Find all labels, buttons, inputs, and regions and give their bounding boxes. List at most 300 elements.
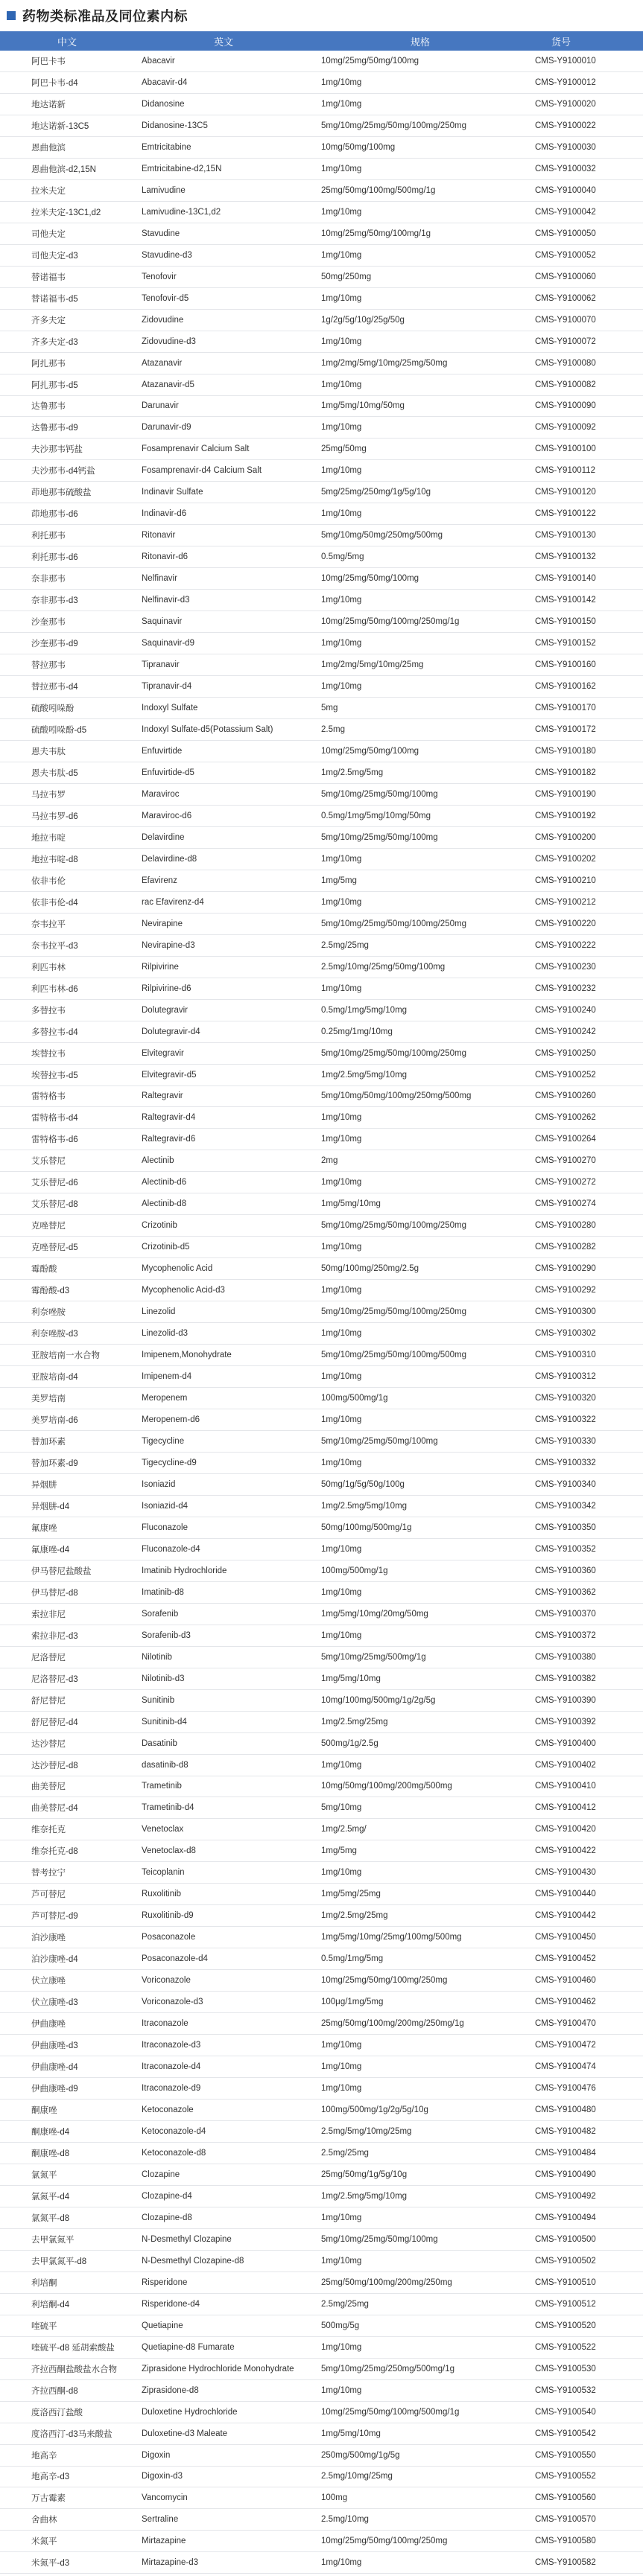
cell-chinese-name: 利奈唑胺-d3 [31,1330,78,1339]
table-row [0,914,643,935]
table-row [0,2423,643,2445]
table-row [0,2402,643,2423]
cell-specification: 1mg/10mg [321,293,362,303]
cell-english-name: Risperidone [142,2277,188,2287]
table-row [0,676,643,698]
cell-chinese-name: 奈非那韦-d3 [31,596,78,606]
cell-chinese-name: 氯氮平 [31,2170,57,2180]
cell-catalog-number: CMS-Y9100030 [535,142,596,152]
cell-english-name: Tigecycline [142,1436,185,1446]
cell-specification: 1mg/10mg [321,983,362,993]
cell-specification: 5mg/10mg/50mg/100mg/250mg/500mg [321,1091,472,1101]
cell-catalog-number: CMS-Y9100182 [535,768,596,777]
cell-english-name: N-Desmethyl Clozapine [142,2234,232,2244]
cell-english-name: Dolutegravir [142,1005,188,1015]
table-row [0,1647,643,1668]
table-row [0,267,643,288]
cell-english-name: rac Efavirenz-d4 [142,897,204,907]
cell-catalog-number: CMS-Y9100550 [535,2450,596,2460]
cell-chinese-name: 氟康唑-d4 [31,1545,70,1555]
cell-english-name: Zidovudine-d3 [142,337,196,346]
cell-specification: 1mg/10mg [321,466,362,476]
cell-catalog-number: CMS-Y9100422 [535,1846,596,1856]
cell-chinese-name: 利培酮-d4 [31,2300,70,2309]
cell-english-name: Venetoclax [142,1825,184,1834]
cell-specification: 1mg/10mg [321,1243,362,1252]
cell-english-name: Elvitegravir [142,1048,184,1058]
cell-chinese-name: 齐拉西酮-d8 [31,2386,78,2396]
cell-specification: 1mg/10mg [321,2084,362,2094]
cell-chinese-name: 异烟肼-d4 [31,1502,70,1511]
cell-specification: 500mg/1g/2.5g [321,1738,378,1748]
cell-catalog-number: CMS-Y9100082 [535,380,596,389]
cell-specification: 1mg/10mg [321,854,362,864]
cell-english-name: dasatinib-d8 [142,1760,189,1770]
cell-specification: 5mg/10mg/25mg/50mg/100mg [321,1436,438,1446]
table-row [0,2143,643,2164]
cell-specification: 1mg/5mg/25mg [321,1890,381,1899]
cell-specification: 1mg/5mg/10mg [321,1674,381,1683]
cell-chinese-name: 舍曲林 [31,2516,57,2525]
table-row [0,633,643,654]
cell-chinese-name: 尼洛替尼 [31,1653,66,1662]
table-row [0,460,643,482]
cell-catalog-number: CMS-Y9100310 [535,1351,596,1360]
cell-chinese-name: 齐多夫定-d3 [31,337,78,347]
cell-english-name: Nevirapine [142,919,183,928]
cell-specification: 5mg/25mg/250mg/1g/5g/10g [321,488,431,497]
cell-specification: 1mg/10mg [321,77,362,87]
table-row [0,1862,643,1884]
cell-catalog-number: CMS-Y9100010 [535,56,596,66]
table-row [0,1604,643,1625]
cell-catalog-number: CMS-Y9100120 [535,488,596,497]
cell-english-name: Raltegravir [142,1091,183,1101]
cell-catalog-number: CMS-Y9100350 [535,1523,596,1532]
cell-specification: 1mg/10mg [321,380,362,389]
cell-catalog-number: CMS-Y9100540 [535,2407,596,2417]
cell-specification: 5mg/10mg/50mg/250mg/500mg [321,531,443,541]
cell-catalog-number: CMS-Y9100342 [535,1501,596,1511]
cell-catalog-number: CMS-Y9100480 [535,2105,596,2115]
cell-chinese-name: 地达诺新-13C5 [31,121,89,131]
table-row [0,784,643,806]
cell-catalog-number: CMS-Y9100560 [535,2493,596,2503]
cell-chinese-name: 氯氮平-d8 [31,2213,70,2223]
table-row [0,1258,643,1280]
cell-catalog-number: CMS-Y9100232 [535,983,596,993]
table-row [0,741,643,762]
cell-english-name: Alectinib-d6 [142,1178,187,1187]
cell-catalog-number: CMS-Y9100272 [535,1178,596,1187]
cell-chinese-name: 奈韦拉平-d3 [31,941,78,951]
table-row [0,2380,643,2402]
cell-specification: 25mg/50mg/100mg/200mg/250mg/1g [321,2019,464,2029]
cell-chinese-name: 依非韦伦-d4 [31,898,78,908]
cell-specification: 1mg/2mg/5mg/10mg/25mg/50mg [321,358,448,368]
product-table [0,31,643,2574]
cell-english-name: Fluconazole [142,1523,189,1532]
cell-catalog-number: CMS-Y9100410 [535,1782,596,1791]
table-row [0,1431,643,1453]
cell-catalog-number: CMS-Y9100390 [535,1695,596,1705]
cell-english-name: Abacavir-d4 [142,77,188,87]
cell-chinese-name: 维奈托克 [31,1826,66,1835]
table-row [0,762,643,784]
cell-specification: 1mg/2.5mg/5mg/10mg [321,1501,408,1511]
table-row [0,546,643,568]
table-row [0,525,643,546]
cell-english-name: Indinavir Sulfate [142,488,203,497]
cell-english-name: Nevirapine-d3 [142,940,195,950]
table-row [0,1797,643,1819]
cell-specification: 50mg/100mg/250mg/2.5g [321,1264,419,1274]
cell-specification: 10mg/25mg/50mg/100mg/250mg [321,2537,448,2546]
cell-specification: 1mg/10mg [321,1760,362,1770]
cell-chinese-name: 埃替拉韦-d5 [31,1071,78,1080]
cell-chinese-name: 地高辛-d3 [31,2473,70,2482]
cell-english-name: Digoxin-d3 [142,2472,183,2481]
cell-specification: 1mg/10mg [321,1544,362,1554]
cell-catalog-number: CMS-Y9100050 [535,229,596,238]
cell-english-name: Linezolid-d3 [142,1329,189,1339]
cell-catalog-number: CMS-Y9100482 [535,2126,596,2136]
title-bullet-icon [7,11,16,20]
cell-english-name: Fluconazole-d4 [142,1544,200,1554]
cell-catalog-number: CMS-Y9100494 [535,2213,596,2222]
cell-english-name: Trametinib [142,1782,182,1791]
cell-specification: 2.5mg/25mg [321,2148,369,2158]
table-row [0,2272,643,2294]
cell-catalog-number: CMS-Y9100042 [535,207,596,217]
table-row [0,1043,643,1065]
cell-chinese-name: 米氮平-d3 [31,2559,70,2569]
cell-specification: 10mg/50mg/100mg [321,142,396,152]
cell-english-name: Delavirdine [142,832,185,842]
cell-catalog-number: CMS-Y9100582 [535,2558,596,2568]
cell-english-name: Sorafenib [142,1609,179,1619]
cell-specification: 5mg/10mg/25mg/500mg/1g [321,1652,426,1662]
cell-specification: 1mg/10mg [321,2385,362,2395]
cell-specification: 5mg/10mg/25mg/50mg/100mg/250mg [321,1048,466,1058]
table-row [0,1388,643,1409]
cell-chinese-name: 雷特格韦-d6 [31,1135,78,1145]
table-row [0,827,643,849]
cell-specification: 1mg/10mg [321,1372,362,1382]
cell-english-name: Sunitinib [142,1695,175,1705]
cell-specification: 1mg/10mg [321,639,362,648]
cell-chinese-name: 阿巴卡韦-d4 [31,78,78,88]
cell-specification: 1mg/5mg/10mg [321,2429,381,2438]
cell-specification: 100mg/500mg/1g [321,1394,388,1403]
cell-english-name: Indinavir-d6 [142,509,187,519]
cell-chinese-name: 伏立康唑-d3 [31,1998,78,2008]
cell-specification: 1mg/10mg [321,2213,362,2222]
cell-catalog-number: CMS-Y9100192 [535,811,596,820]
cell-specification: 1mg/10mg [321,596,362,605]
cell-specification: 1mg/10mg [321,2041,362,2050]
cell-english-name: Saquinavir [142,617,183,627]
cell-chinese-name: 达沙替尼 [31,1739,66,1749]
cell-specification: 1mg/5mg/10mg/25mg/100mg/500mg [321,1933,462,1942]
cell-english-name: Tenofovir [142,272,177,281]
table-row [0,2487,643,2509]
cell-specification: 0.5mg/5mg [321,552,364,562]
table-row [0,957,643,978]
cell-english-name: Tenofovir-d5 [142,293,189,303]
table-row [0,719,643,741]
cell-specification: 2.5mg/10mg/25mg/50mg/100mg [321,962,446,972]
cell-english-name: Raltegravir-d4 [142,1113,196,1123]
cell-english-name: Darunavir-d9 [142,423,191,433]
cell-catalog-number: CMS-Y9100392 [535,1717,596,1727]
cell-chinese-name: 茚地那韦硫酸盐 [31,488,92,498]
cell-catalog-number: CMS-Y9100370 [535,1609,596,1619]
cell-specification: 1mg/10mg [321,423,362,433]
cell-english-name: Enfuvirtide-d5 [142,768,194,777]
cell-catalog-number: CMS-Y9100460 [535,1976,596,1986]
table-row [0,2509,643,2531]
cell-chinese-name: 夫沙那韦-d4钙盐 [31,467,95,476]
cell-english-name: Quetiapine [142,2321,183,2330]
cell-english-name: Didanosine-13C5 [142,121,208,130]
cell-english-name: Emtricitabine-d2,15N [142,164,222,173]
cell-chinese-name: 奈韦拉平 [31,919,66,929]
cell-catalog-number: CMS-Y9100430 [535,1868,596,1878]
table-row [0,1021,643,1043]
table-row [0,611,643,633]
cell-specification: 100μg/1mg/5mg [321,1998,384,2007]
cell-catalog-number: CMS-Y9100262 [535,1113,596,1123]
column-header-specification: 规格 [410,36,430,48]
cell-chinese-name: 马拉韦罗 [31,790,66,800]
cell-chinese-name: 雷特格韦 [31,1092,66,1102]
cell-catalog-number: CMS-Y9100252 [535,1070,596,1080]
cell-catalog-number: CMS-Y9100452 [535,1954,596,1964]
cell-catalog-number: CMS-Y9100492 [535,2191,596,2201]
cell-english-name: Dasatinib [142,1738,177,1748]
cell-chinese-name: 雷特格韦-d4 [31,1114,78,1123]
cell-catalog-number: CMS-Y9100242 [535,1027,596,1036]
cell-catalog-number: CMS-Y9100440 [535,1890,596,1899]
cell-english-name: Didanosine [142,99,185,109]
cell-english-name: Mycophenolic Acid [142,1264,213,1274]
cell-chinese-name: 度洛西汀盐酸 [31,2408,83,2417]
cell-specification: 1mg/10mg [321,897,362,907]
cell-catalog-number: CMS-Y9100212 [535,897,596,907]
cell-catalog-number: CMS-Y9100090 [535,401,596,411]
cell-chinese-name: 曲美替尼 [31,1782,66,1792]
cell-chinese-name: 恩曲他滨-d2,15N [31,165,96,174]
cell-english-name: Mycophenolic Acid-d3 [142,1286,225,1295]
table-row [0,2467,643,2488]
cell-catalog-number: CMS-Y9100190 [535,789,596,799]
table-row [0,2100,643,2121]
cell-catalog-number: CMS-Y9100080 [535,358,596,368]
page-title: 药物类标准品及同位素内标 [22,9,188,24]
table-row [0,2207,643,2229]
cell-catalog-number: CMS-Y9100292 [535,1286,596,1295]
cell-english-name: Ketoconazole-d4 [142,2126,206,2136]
cell-catalog-number: CMS-Y9100442 [535,1911,596,1921]
cell-catalog-number: CMS-Y9100372 [535,1630,596,1640]
cell-chinese-name: 舒尼替尼-d4 [31,1718,78,1727]
cell-english-name: Efavirenz [142,876,177,885]
cell-specification: 50mg/250mg [321,272,372,281]
cell-catalog-number: CMS-Y9100400 [535,1738,596,1748]
cell-catalog-number: CMS-Y9100290 [535,1264,596,1274]
cell-specification: 1mg/2.5mg/25mg [321,1911,388,1921]
table-row [0,1366,643,1388]
cell-english-name: Itraconazole-d3 [142,2041,201,2050]
cell-english-name: Ziprasidone Hydrochloride Monohydrate [142,2364,294,2373]
cell-english-name: Maraviroc [142,789,180,799]
table-row [0,2186,643,2207]
cell-chinese-name: 奈非那韦 [31,575,66,584]
table-row [0,1193,643,1215]
cell-english-name: Venetoclax-d8 [142,1846,196,1856]
cell-english-name: Risperidone-d4 [142,2299,200,2309]
cell-chinese-name: 喹硫平 [31,2321,57,2331]
cell-english-name: Vancomycin [142,2493,188,2503]
cell-english-name: Atazanavir [142,358,183,368]
cell-specification: 1mg/2.5mg/5mg/10mg [321,2191,408,2201]
cell-specification: 10mg/25mg/50mg/100mg/250mg/1g [321,617,460,627]
cell-chinese-name: 霉酚酸-d3 [31,1287,70,1296]
table-row [0,978,643,1000]
table-row [0,2251,643,2272]
cell-chinese-name: 利托那韦 [31,532,66,541]
cell-chinese-name: 亚胺培南一水合物 [31,1351,100,1361]
cell-english-name: Ruxolitinib-d9 [142,1911,194,1921]
cell-specification: 10mg/25mg/50mg/100mg/1g [321,229,431,238]
cell-chinese-name: 维奈托克-d8 [31,1847,78,1857]
table-row [0,1712,643,1733]
cell-english-name: Ketoconazole [142,2105,194,2115]
cell-chinese-name: 达鲁那韦 [31,402,66,412]
cell-catalog-number: CMS-Y9100122 [535,509,596,519]
cell-specification: 1mg/10mg [321,509,362,519]
cell-chinese-name: 替诺福韦-d5 [31,294,78,304]
cell-specification: 1mg/10mg [321,1286,362,1295]
table-row [0,482,643,503]
cell-english-name: Posaconazole-d4 [142,1954,208,1964]
table-row [0,1086,643,1108]
cell-english-name: Voriconazole-d3 [142,1998,203,2007]
cell-chinese-name: 多替拉韦-d4 [31,1027,78,1037]
cell-english-name: Tipranavir-d4 [142,682,192,692]
cell-catalog-number: CMS-Y9100150 [535,617,596,627]
cell-english-name: Emtricitabine [142,142,191,152]
cell-chinese-name: 沙奎那韦-d9 [31,640,78,649]
cell-english-name: Imipenem-d4 [142,1372,192,1382]
cell-catalog-number: CMS-Y9100092 [535,423,596,433]
cell-english-name: Rilpivirine [142,962,179,972]
cell-specification: 1mg/10mg [321,1587,362,1597]
table-row [0,1000,643,1021]
table-row [0,1755,643,1776]
cell-catalog-number: CMS-Y9100510 [535,2277,596,2287]
cell-chinese-name: 拉米夫定 [31,186,66,196]
cell-english-name: Itraconazole-d4 [142,2062,201,2072]
table-row [0,1474,643,1496]
cell-chinese-name: 酮康唑-d4 [31,2127,70,2137]
cell-catalog-number: CMS-Y9100160 [535,660,596,670]
cell-english-name: Lamivudine [142,185,186,195]
cell-chinese-name: 利匹韦林-d6 [31,984,78,994]
cell-catalog-number: CMS-Y9100264 [535,1135,596,1144]
table-row [0,245,643,267]
table-row [0,1345,643,1366]
cell-catalog-number: CMS-Y9100320 [535,1394,596,1403]
table-row [0,1065,643,1086]
cell-english-name: Isoniazid-d4 [142,1501,189,1511]
cell-specification: 2.5mg/5mg/10mg/25mg [321,2126,412,2136]
table-row [0,2531,643,2552]
cell-specification: 1mg/10mg [321,2558,362,2568]
cell-chinese-name: 美罗培南 [31,1394,66,1404]
cell-chinese-name: 曲美替尼-d4 [31,1804,78,1814]
table-row [0,698,643,719]
cell-english-name: Tigecycline-d9 [142,1458,197,1467]
cell-chinese-name: 度洛西汀-d3马来酸盐 [31,2429,113,2439]
cell-chinese-name: 美罗培南-d6 [31,1416,78,1426]
cell-specification: 5mg/10mg/25mg/250mg/500mg/1g [321,2364,454,2373]
cell-catalog-number: CMS-Y9100022 [535,121,596,130]
cell-english-name: Itraconazole-d9 [142,2084,201,2094]
cell-catalog-number: CMS-Y9100502 [535,2256,596,2266]
cell-specification: 1mg/10mg [321,2342,362,2352]
table-row [0,1215,643,1237]
cell-catalog-number: CMS-Y9100522 [535,2342,596,2352]
column-header-english: 英文 [213,36,233,48]
cell-catalog-number: CMS-Y9100352 [535,1544,596,1554]
cell-specification: 10mg/25mg/50mg/100mg [321,574,419,584]
cell-chinese-name: 达沙替尼-d8 [31,1761,78,1770]
cell-catalog-number: CMS-Y9100210 [535,876,596,885]
cell-catalog-number: CMS-Y9100280 [535,1221,596,1231]
cell-chinese-name: 替诺福韦 [31,272,66,282]
table-row [0,1409,643,1431]
cell-english-name: Imipenem,Monohydrate [142,1351,232,1360]
cell-specification: 1mg/10mg [321,207,362,217]
cell-specification: 0.5mg/1mg/5mg/10mg/50mg [321,811,431,820]
cell-chinese-name: 替拉那韦-d4 [31,683,78,692]
cell-chinese-name: 硫酸吲哚酚-d5 [31,726,87,736]
table-row [0,1884,643,1905]
table-row [0,892,643,914]
cell-catalog-number: CMS-Y9100302 [535,1329,596,1339]
cell-chinese-name: 司他夫定 [31,229,66,239]
cell-chinese-name: 伊曲康唑-d4 [31,2063,78,2073]
table-row [0,1560,643,1582]
table-row [0,353,643,374]
cell-catalog-number: CMS-Y9100132 [535,552,596,562]
cell-specification: 2.5mg/25mg [321,2299,369,2309]
cell-catalog-number: CMS-Y9100274 [535,1199,596,1209]
cell-english-name: Lamivudine-13C1,d2 [142,207,221,217]
cell-chinese-name: 利培酮 [31,2278,57,2288]
cell-catalog-number: CMS-Y9100032 [535,164,596,173]
cell-specification: 50mg/1g/5g/50g/100g [321,1479,405,1489]
table-row [0,1840,643,1862]
cell-specification: 1mg/10mg [321,1113,362,1123]
cell-english-name: Sorafenib-d3 [142,1630,191,1640]
table-body [0,51,643,2574]
table-row [0,1776,643,1798]
table-row [0,310,643,331]
table-row [0,1733,643,1755]
